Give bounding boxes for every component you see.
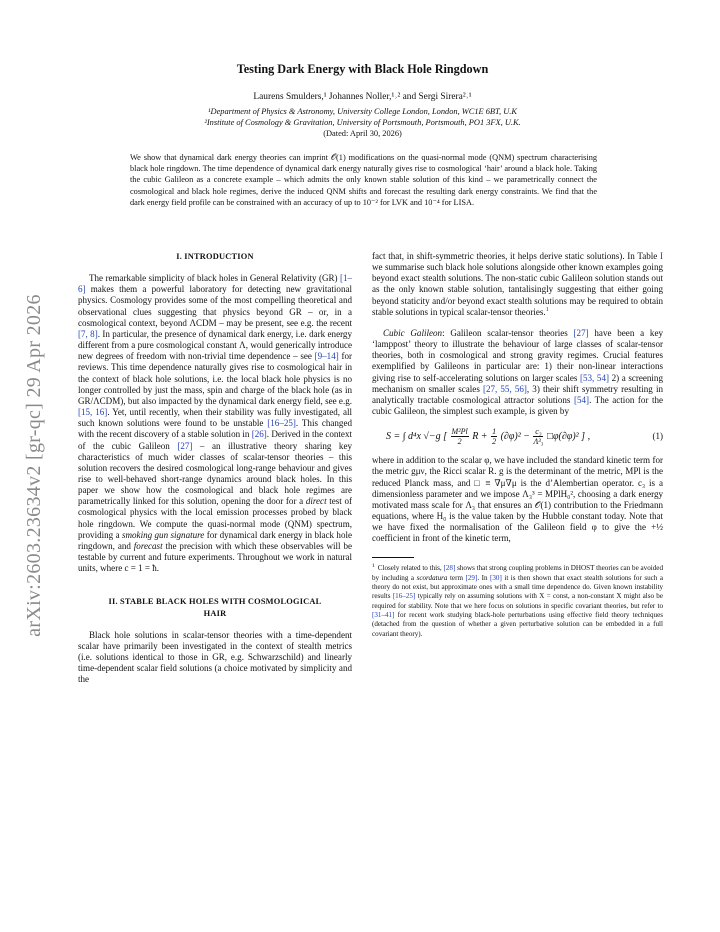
section-heading-stable-black-holes: II. STABLE BLACK HOLES WITH COSMOLOGICAL HAIR xyxy=(108,597,322,618)
citation-link[interactable]: [30] xyxy=(490,573,502,582)
affiliation-2: ²Institute of Cosmology & Gravitation, University of Portsmouth, Portsmouth, PO1 3FX, U.K. xyxy=(204,118,521,127)
left-column xyxy=(78,251,352,685)
arxiv-identifier: arXiv:2603.23634v2 [gr-qc] 29 Apr 2026 xyxy=(22,293,45,637)
citation-link[interactable]: [53, 54] xyxy=(580,372,609,383)
abstract: We show that dynamical dark energy theories can imprint 𝒪(1) modifications on the quasi-normal mode (QNM) spectrum characterising black hole ringdown. The time dependence of dynamical dark energy naturally gives rise to cosmological ‘hair’ around a black hole. Taking the cubic Galileon as a concrete example – which admits the only known stable solution of this kind – we parametrically connect the cosmological and black hole regimes, derive the induced QNM shifts and forecast the resulting dark energy constraints. We find that the dark energy field profile can be constrained with an accuracy of up to 10⁻² for LVK and 10⁻⁴ for LISA. xyxy=(130,153,597,207)
arxiv-identifier-stamp xyxy=(14,250,54,680)
citation-link[interactable]: [26] xyxy=(251,429,267,440)
right-paragraph-cubic-galileon: Cubic Galileon: Galileon scalar-tensor theories [27] have been a key ‘lamppost’ theory to illustrate the behaviour of large classes of scalar-tensor theories, both in cosmological and strong gravity regimes. Crucial features exemplified by Galileons in particular are: 1) their non-linear interactions giving rise to self-accelerating solutions on larger scales [53, 54] 2) a screening mechanism on smaller scales [27, 55, 56], 3) their shift symmetry resulting in analytically tractable cosmological attractor solutions [54]. The action for the cubic Galileon, the simplest such example, is given by xyxy=(372,327,663,417)
right-column xyxy=(372,251,663,639)
intro-paragraph: The remarkable simplicity of black holes in General Relativity (GR) [1–6] makes them a powerful laboratory for detecting new gravitational physics. Cosmology provides some of the most compelling theoretical and observational clues suggesting that physics beyond GR – or, in a cosmological context, beyond ΛCDM – may be present, see e.g. the recent [7, 8]. In particular, the presence of dynamical dark energy, i.e. dark energy different from a pure cosmological constant Λ, would generically introduce new degrees of freedom with non-trivial time dependence – see [9–14] for reviews. This time dependence naturally gives rise to cosmological hair in the context of black hole solutions, i.e. the local black hole physics is no longer controlled by just the mass, spin and charge of the black hole (as in GR/ΛCDM), but also impacted by the dynamical dark energy field, see e.g. [15, 16]. Yet, until recently, when their stability was fully investigated, all such known solutions were found to be unstable [16–25]. This changed with the recent discovery of a stable solution in [26]. Derived in the context of the cubic Galileon [27] – an illustrative theory sharing key characteristics of much wider classes of scalar-tensor theories – this solution recovers the desired cosmological long-range behaviour and gives rise to well-behaved short-range dynamics around black holes. In this paper we show how the cosmological and black hole regimes are parametrically linked for this solution, opening the door for a direct test of cosmological physics with the local emission processes probed by black hole ringdown. We compute the quasi-normal mode (QNM) spectrum, providing a smoking gun signature for dynamical dark energy in black hole ringdown, and forecast the precision with which these observables will be testable by current and future experiments. Throughout we work in natural units, where c = 1 = ħ. xyxy=(78,273,353,574)
paper-header xyxy=(100,62,625,138)
equation-1 xyxy=(372,427,663,446)
citation-link[interactable]: [27, 55, 56] xyxy=(482,383,527,394)
citation-link[interactable]: [27] xyxy=(177,440,193,451)
citation-link[interactable]: [9–14] xyxy=(314,351,339,362)
citation-link[interactable]: [28] xyxy=(443,564,456,573)
footnote-1: $^1$ Closely related to this, [28] shows that strong coupling problems in DHOST theories can be avoided by including a scordatura term [29]. In [30] it is then shown that exact stealth solutions for such a theory do not exist, but approximate ones with a small time dependence do. Given known instability results [16–25] typically rely on assuming solutions with X = const, a non-constant X might also be required for stability. Note that we here focus on solutions in specific covariant theories, but refer to [31–41] for recent work studying black-hole perturbations using effective field theory techniques (detached from the question of whether a given perturbative solution can be embedded in a full covariant theory). xyxy=(372,563,664,638)
citation-link[interactable]: [16–25] xyxy=(392,592,416,601)
section2-paragraph: Black hole solutions in scalar-tensor theories with a time-dependent scalar have primarily been investigated in the context of stealth metrics (i.e. solutions identical to those in GR, e.g. Schwarzschild) and linearly time-dependent scalar field solutions (a choice motivated by simplicity and the xyxy=(78,629,352,685)
equation-number: (1) xyxy=(652,431,663,442)
footnote-divider xyxy=(372,557,414,558)
citation-link[interactable]: [1–6] xyxy=(78,273,352,295)
section-heading-introduction: I. INTRODUCTION xyxy=(176,252,254,261)
table-reference-link[interactable]: I xyxy=(659,251,663,261)
citation-link[interactable]: [31–41] xyxy=(372,610,395,619)
footnote-reference-link[interactable]: 1 xyxy=(545,305,549,313)
citation-link[interactable]: [29] xyxy=(465,573,478,582)
citation-link[interactable]: [16–25] xyxy=(267,418,296,429)
right-paragraph-1: fact that, in shift-symmetric theories, it helps derive static solutions). In Table I we summarise such black hole solutions alongside other known examples going beyond exact stealth solutions. The non-static cubic Galileon solution stands out as the only known stable solution, tantalisingly suggesting that either going beyond staticity and/or beyond exact stealth solutions may be required to obtain stable solutions in typical scalar-tensor theories.$^1$ xyxy=(372,251,663,317)
right-paragraph-3: where in addition to the scalar φ, we have included the standard kinetic term for the metric gμν, the Ricci scalar R. g is the determinant of the metric, MPl is the reduced Planck mass, and □ ≡ ∇μ∇μ is the d’Alembertian operator. c₃ is a dimensionless parameter and we impose Λ₃³ = MPlH₀², choosing a dark energy motivated mass scale for Λ₃ that ensures an 𝒪(1) contribution to the Friedmann equations, where H₀ is the value taken by the Hubble constant today. Note that we have fixed the normalisation of the Galileon field φ to give the +½ coefficient in front of the kinetic term, xyxy=(372,455,663,544)
affiliation-1: ¹Department of Physics & Astronomy, University College London, London, WC1E 6BT, U.K xyxy=(208,107,517,116)
citation-link[interactable]: [7, 8] xyxy=(78,328,98,339)
action-equation: S = ∫ d⁴x √−g [ $\frac{\text{M²Pl}}{2}$ R + $\frac{1}{2}$ (∂φ)² − $\frac{\text{c₃}}{\text{Λ³₃}}$ □φ(∂φ)² ] , xyxy=(386,427,591,447)
paper-title: Testing Dark Energy with Black Hole Ringdown xyxy=(236,62,489,76)
citation-link[interactable]: [27] xyxy=(573,327,589,338)
citation-link[interactable]: [15, 16] xyxy=(78,407,108,418)
author-list: Laurens Smulders,¹ Johannes Noller,¹˒² and Sergi Sirera²˒¹ xyxy=(253,92,472,102)
date-line: (Dated: April 30, 2026) xyxy=(323,129,402,138)
citation-link[interactable]: [54] xyxy=(573,394,590,405)
